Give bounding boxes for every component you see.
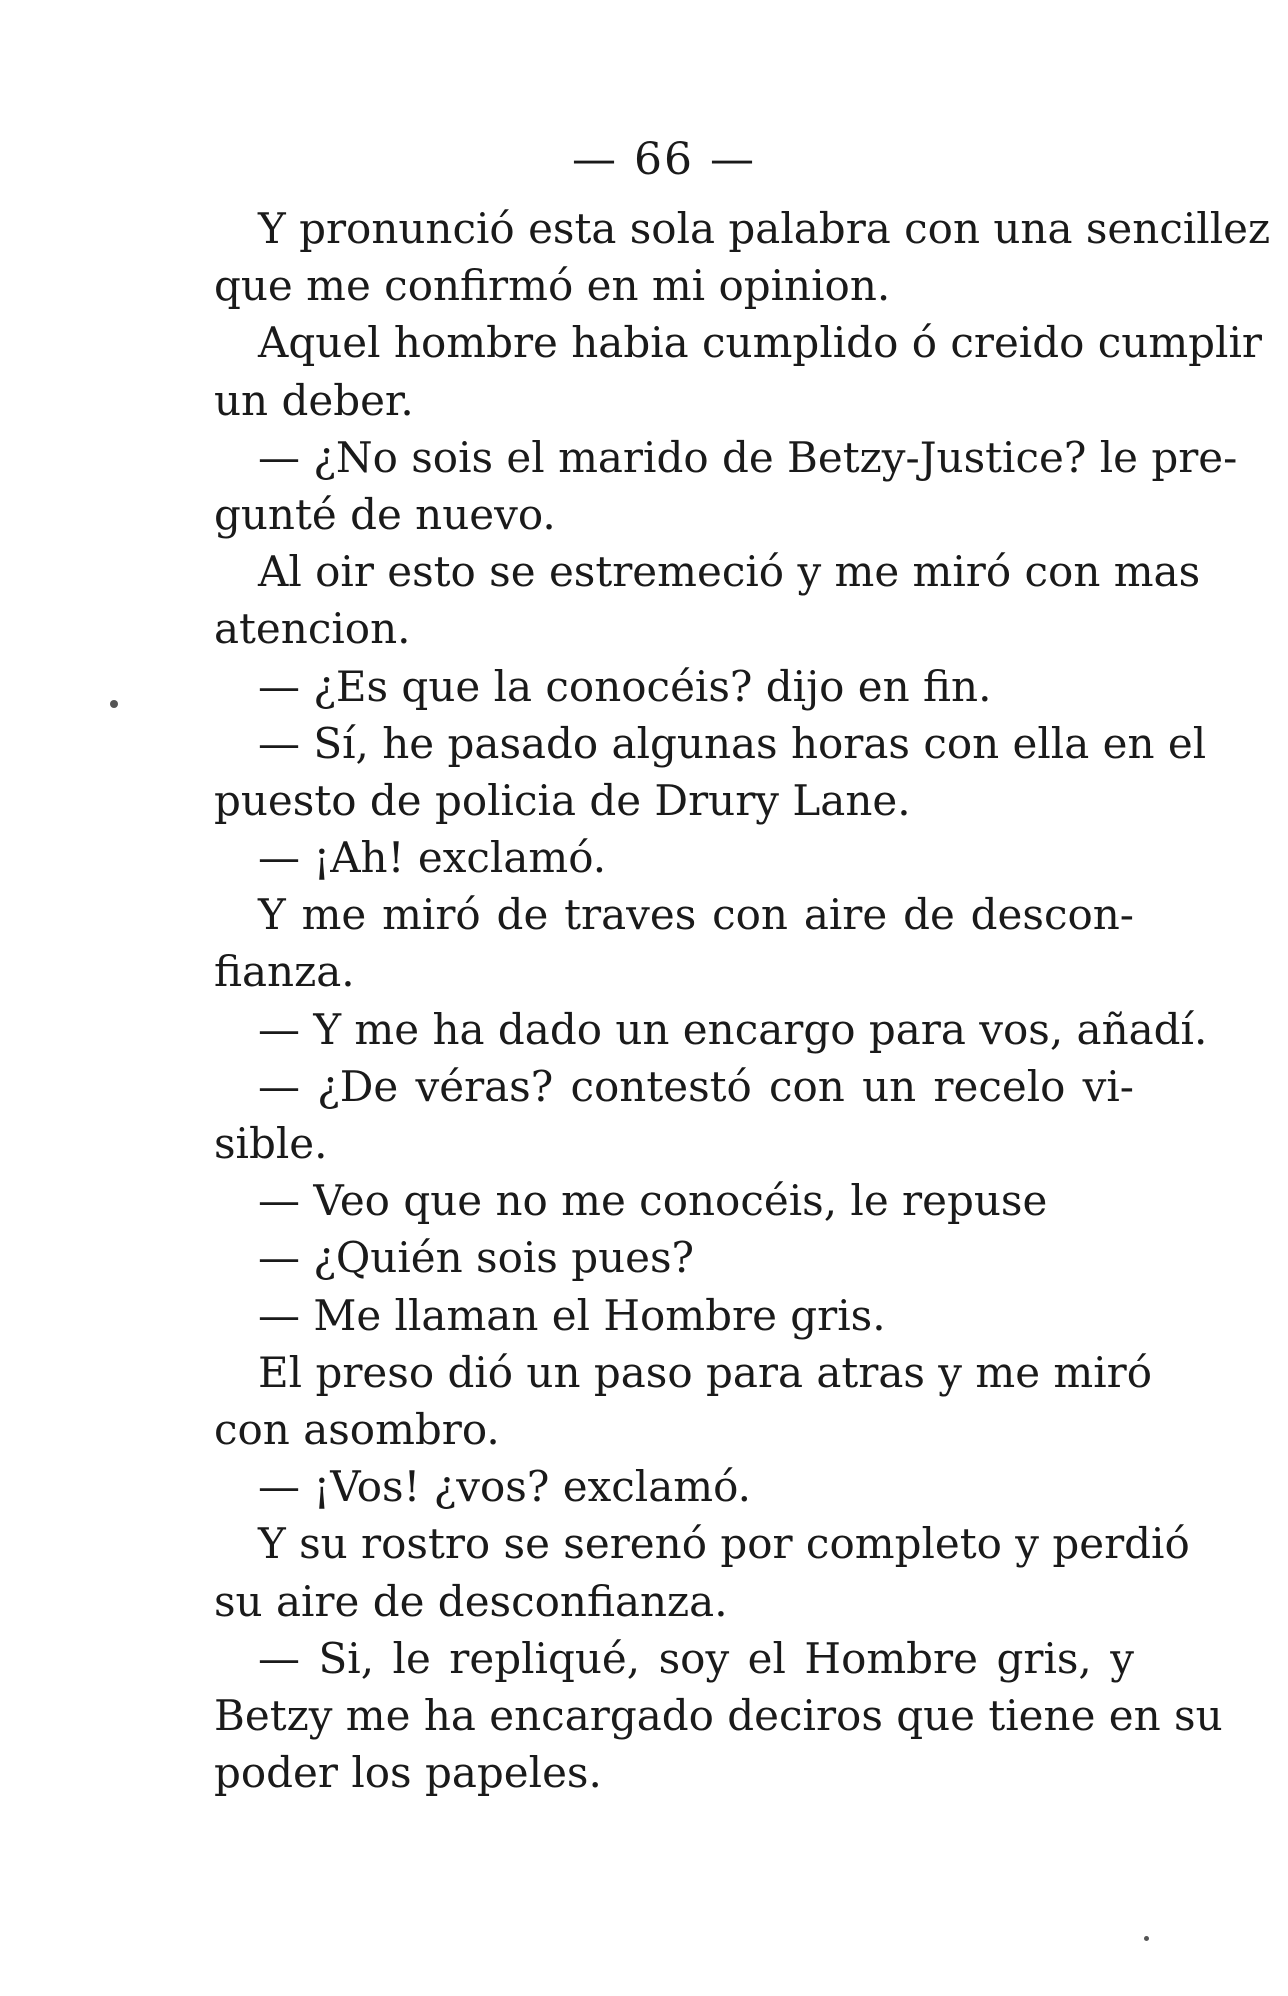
text-line: — ¿Quién sois pues? bbox=[258, 1233, 695, 1283]
text-line: fianza. bbox=[214, 947, 355, 997]
text-line: — ¿Es que la conocéis? dijo en fin. bbox=[258, 661, 992, 711]
text-line: Aquel hombre habia cumplido ó creido cumplir bbox=[258, 318, 1262, 368]
text-line: — ¿No sois el marido de Betzy-Justice? le pre- bbox=[258, 432, 1238, 482]
ink-speck bbox=[1144, 1936, 1149, 1941]
page-number: — 66 — bbox=[572, 134, 756, 185]
page-text bbox=[214, 200, 1271, 1801]
text-line: Al oir esto se estremeció y me miró con mas bbox=[258, 547, 1201, 597]
text-line: — Veo que no me conocéis, le repuse bbox=[258, 1176, 1048, 1226]
text-line: Y su rostro se serenó por completo y perdió bbox=[258, 1519, 1190, 1569]
text-line: Y pronunció esta sola palabra con una sencillez bbox=[258, 204, 1271, 253]
text-line: su aire de desconfianza. bbox=[214, 1576, 728, 1626]
text-line: un deber. bbox=[214, 375, 414, 425]
ink-speck bbox=[110, 700, 118, 708]
text-line: — ¡Vos! ¿vos? exclamó. bbox=[258, 1462, 751, 1512]
text-line: — ¿De véras? contestó con un recelo vi- bbox=[258, 1061, 1134, 1111]
text-line: — ¡Ah! exclamó. bbox=[258, 833, 607, 883]
text-line: — Me llaman el Hombre gris. bbox=[258, 1290, 886, 1340]
text-line: Betzy me ha encargado deciros que tiene en su bbox=[214, 1690, 1223, 1740]
text-line: con asombro. bbox=[214, 1404, 500, 1454]
text-line: sible. bbox=[214, 1119, 328, 1168]
text-line: — Sí, he pasado algunas horas con ella en el bbox=[258, 718, 1207, 768]
text-line: que me confirmó en mi opinion. bbox=[214, 261, 891, 311]
text-line: Y me miró de traves con aire de descon- bbox=[258, 890, 1134, 940]
text-line: El preso dió un paso para atras y me miró bbox=[258, 1347, 1153, 1397]
text-line: — Si, le repliqué, soy el Hombre gris, y bbox=[258, 1633, 1134, 1683]
text-line: poder los papeles. bbox=[214, 1748, 602, 1798]
text-line: puesto de policia de Drury Lane. bbox=[214, 775, 911, 825]
text-line: atencion. bbox=[214, 604, 411, 654]
text-line: gunté de nuevo. bbox=[214, 489, 556, 539]
text-line: — Y me ha dado un encargo para vos, añadí. bbox=[258, 1004, 1208, 1054]
